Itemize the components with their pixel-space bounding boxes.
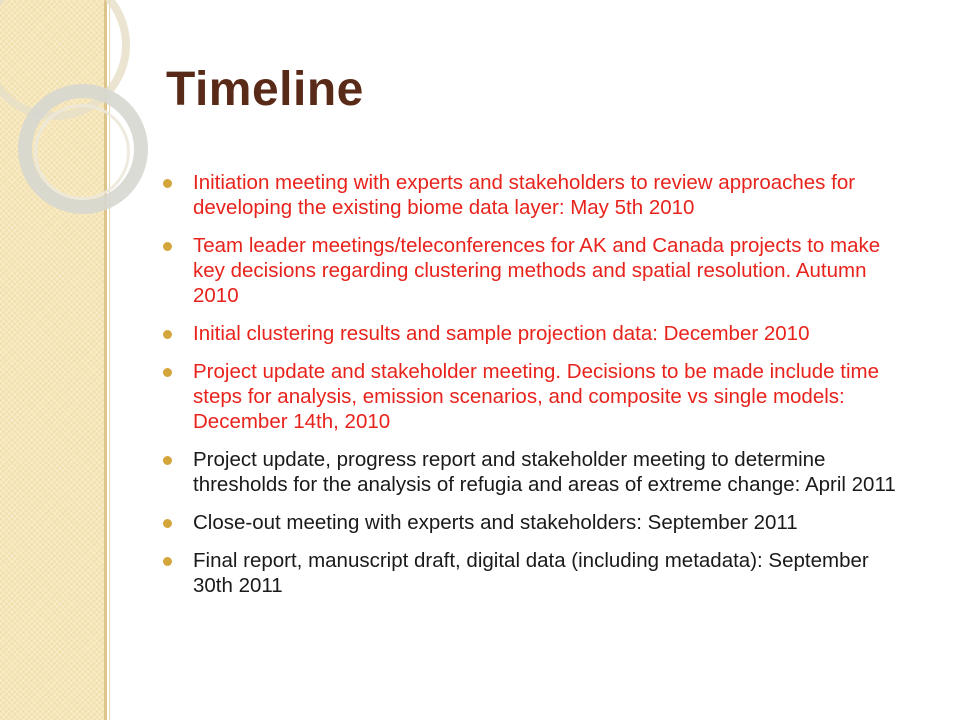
bullet-text: Team leader meetings/teleconferences for AK and Canada projects to make key decisions regarding clustering methods and spatial resolution. Autumn 2010 [193, 234, 881, 307]
decorative-inner-ring-icon [34, 104, 130, 200]
timeline-bullet-list [162, 170, 910, 611]
bullet-dot-icon [163, 368, 172, 377]
bullet-item [162, 548, 910, 598]
bullet-text: Project update and stakeholder meeting. Decisions to be made include time steps for analysis, emission scenarios, and composite vs single models: December 14th, 2010 [193, 360, 880, 433]
slide-title: Timeline [166, 63, 364, 116]
bullet-dot-icon [163, 179, 172, 188]
bullet-text: Initiation meeting with experts and stakeholders to review approaches for developing the existing biome data layer: May 5th 2010 [193, 171, 856, 219]
bullet-item [162, 510, 910, 535]
bullet-text: Final report, manuscript draft, digital data (including metadata): September 30th 2011 [193, 549, 869, 597]
bullet-item [162, 233, 910, 308]
bullet-item [162, 447, 910, 497]
bullet-text: Project update, progress report and stakeholder meeting to determine thresholds for the analysis of refugia and areas of extreme change: April 2011 [193, 448, 896, 496]
bullet-dot-icon [163, 242, 172, 251]
bullet-item [162, 170, 910, 220]
bullet-item [162, 359, 910, 434]
bullet-dot-icon [163, 456, 172, 465]
bullet-dot-icon [163, 330, 172, 339]
bullet-dot-icon [163, 557, 172, 566]
bullet-text: Close-out meeting with experts and stakeholders: September 2011 [193, 511, 798, 534]
bullet-item [162, 321, 910, 346]
bullet-text: Initial clustering results and sample projection data: December 2010 [193, 322, 810, 345]
bullet-dot-icon [163, 519, 172, 528]
